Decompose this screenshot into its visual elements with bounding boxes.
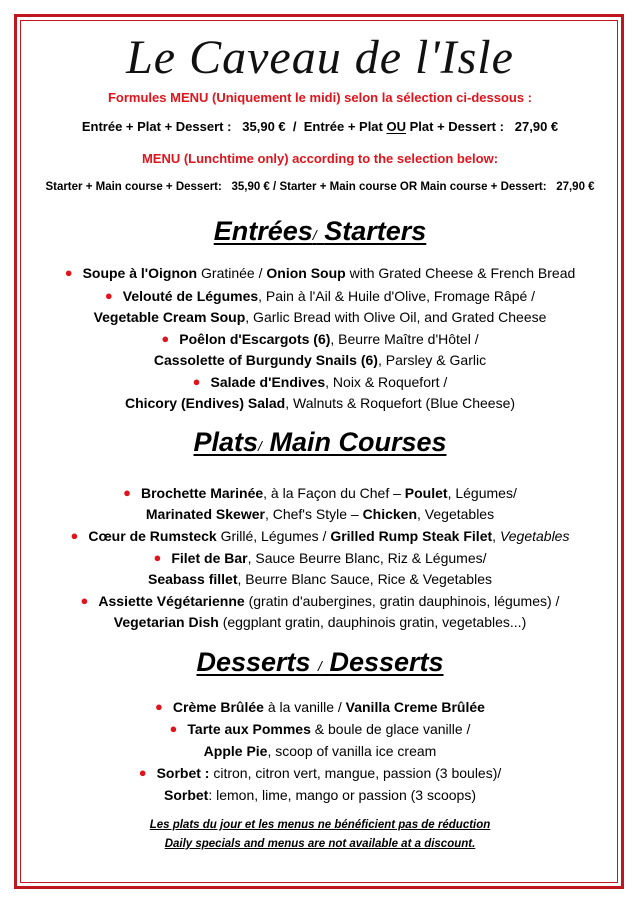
dish-desc-en: , Chef's Style –: [264, 506, 363, 522]
dish-name-en: Vegetable Cream Soup: [93, 309, 246, 325]
formula-line-fr: [0, 119, 640, 134]
section-heading-desserts: [0, 647, 640, 678]
dish-desc: citron, citron vert, mangue, passion (3 boules)/: [209, 765, 502, 781]
starters-heading-slash: /: [312, 227, 317, 243]
dessert-item-2: [0, 721, 640, 737]
formula-fr-a-price: 35,90 €: [242, 119, 286, 134]
formula-en-sep: /: [273, 181, 277, 193]
dish-desc-en: , Vegetables: [417, 506, 495, 522]
bullet-icon: ●: [123, 485, 131, 500]
dish-desc-en: , scoop of vanilla ice cream: [267, 743, 437, 759]
dish-name-en: Onion Soup: [266, 265, 346, 281]
formula-en-b: Starter + Main course OR Main course + Dessert:: [279, 181, 547, 193]
dish-desc-en: : lemon, lime, mango or passion (3 scoops): [208, 787, 477, 803]
formula-en-b-price: 27,90 €: [556, 181, 595, 193]
dish-desc-en: , Beurre Blanc Sauce, Rice & Vegetables: [237, 571, 492, 587]
dish-desc: Gratinée /: [197, 265, 267, 281]
starter-item-2-en: [0, 309, 640, 325]
formula-en-a: Starter + Main course + Dessert:: [45, 181, 222, 193]
main-item-2: [0, 528, 640, 544]
formula-fr-sep: /: [292, 119, 297, 134]
dish-name-en: Seabass fillet: [148, 571, 238, 587]
dish-name-en: Cassolette of Burgundy Snails (6): [153, 352, 378, 368]
bullet-icon: ●: [153, 550, 162, 565]
dish-name: Crème Brûlée: [172, 699, 264, 715]
dish-desc: , à la Façon du Chef –: [263, 485, 405, 501]
main-item-3: [0, 550, 640, 566]
dish-desc: , Légumes/: [447, 485, 517, 501]
footer-note-fr: Les plats du jour et les menus ne bénéficient pas de réduction: [149, 819, 491, 831]
mains-heading-fr: Plats: [193, 427, 259, 457]
main-item-1: [0, 485, 640, 501]
dish-name: Poulet: [404, 485, 448, 501]
starter-item-1: [0, 265, 640, 281]
formula-fr-b1: Entrée + Plat: [303, 119, 383, 134]
dish-name: Sorbet :: [156, 765, 210, 781]
restaurant-title: Le Caveau de l'Isle: [126, 31, 514, 84]
bullet-icon: ●: [155, 699, 163, 714]
dish-desc-en: with Grated Cheese & French Bread: [345, 265, 576, 281]
dish-desc: Grillé, Légumes /: [216, 528, 331, 544]
dish-desc: , Beurre Maître d'Hôtel /: [330, 331, 479, 347]
formula-fr-b-price: 27,90 €: [514, 119, 559, 134]
starter-item-2: [0, 288, 640, 304]
dessert-item-2-en: [0, 743, 640, 759]
dish-desc-en: Vegetables: [499, 528, 570, 544]
formula-heading-fr: Formules MENU (Uniquement le midi) selon la sélection ci-dessous :: [107, 90, 533, 105]
main-item-4-en: [0, 614, 640, 630]
starter-item-3: [0, 331, 640, 347]
dessert-item-3: [0, 765, 640, 781]
main-item-4: [0, 593, 640, 609]
dish-desc: & boule de glace vanille /: [310, 721, 471, 737]
dish-name-en: Sorbet: [163, 787, 209, 803]
formula-fr-b2: Plat + Dessert :: [409, 119, 504, 134]
desserts-heading-slash: /: [318, 658, 322, 674]
dish-name: Poêlon d'Escargots (6): [179, 331, 331, 347]
dish-desc-en: ,: [492, 528, 500, 544]
section-heading-starters: [0, 216, 640, 247]
mains-heading-slash: /: [258, 438, 262, 454]
formula-heading-en: MENU (Lunchtime only) according to the selection below:: [141, 151, 499, 166]
dish-name: Velouté de Légumes: [122, 288, 259, 304]
starters-heading-en: Starters: [324, 216, 427, 246]
starter-item-3-en: [0, 352, 640, 368]
starters-heading-fr: Entrées: [213, 216, 313, 246]
footer-note-en: Daily specials and menus are not available at a discount.: [164, 838, 476, 850]
mains-heading-en: Main Courses: [269, 427, 447, 457]
dish-desc-en: , Parsley & Garlic: [377, 352, 487, 368]
desserts-heading-fr: Desserts: [196, 647, 311, 677]
main-item-3-en: [0, 571, 640, 587]
dish-desc: , Sauce Beurre Blanc, Riz & Légumes/: [247, 550, 487, 566]
dish-name: Tarte aux Pommes: [187, 721, 311, 737]
bullet-icon: ●: [64, 265, 73, 280]
section-heading-mains: [0, 427, 640, 458]
formula-fr-or: OU: [386, 119, 406, 134]
dish-name: Soupe à l'Oignon: [82, 265, 198, 281]
dish-name-en: Vanilla Creme Brûlée: [345, 699, 485, 715]
bullet-icon: ●: [161, 331, 170, 346]
bullet-icon: ●: [138, 765, 147, 780]
bullet-icon: ●: [169, 721, 178, 736]
dish-name-en: Grilled Rump Steak Filet: [330, 528, 493, 544]
dish-name: Filet de Bar: [171, 550, 248, 566]
dish-name-en: Marinated Skewer: [145, 506, 265, 522]
dish-desc: , Pain à l'Ail & Huile d'Olive, Fromage Râpé /: [258, 288, 536, 304]
dish-name: Cœur de Rumsteck: [88, 528, 217, 544]
desserts-heading-en: Desserts: [329, 647, 444, 677]
dish-desc: , Noix & Roquefort /: [325, 374, 448, 390]
dish-name-en: Vegetarian Dish: [113, 614, 219, 630]
dish-name-en: Chicory (Endives) Salad: [124, 395, 286, 411]
dessert-item-1: [0, 699, 640, 715]
bullet-icon: ●: [104, 288, 113, 303]
bullet-icon: ●: [80, 593, 89, 608]
dish-desc-en: , Walnuts & Roquefort (Blue Cheese): [285, 395, 516, 411]
dish-name-en: Chicken: [362, 506, 418, 522]
dish-desc: à la vanille /: [263, 699, 346, 715]
dish-name: Salade d'Endives: [210, 374, 326, 390]
starter-item-4: [0, 374, 640, 390]
formula-en-a-price: 35,90 €: [231, 181, 270, 193]
dish-name: Brochette Marinée: [141, 485, 264, 501]
dessert-item-3-en: [0, 787, 640, 803]
dish-desc-en: , Garlic Bread with Olive Oil, and Grated Cheese: [245, 309, 547, 325]
starter-item-4-en: [0, 395, 640, 411]
dish-name: Assiette Végétarienne: [98, 593, 245, 609]
formula-line-en: [0, 181, 640, 193]
dish-name-en: Apple Pie: [203, 743, 268, 759]
dish-desc-en: (eggplant gratin, dauphinois gratin, vegetables...): [218, 614, 527, 630]
bullet-icon: ●: [192, 374, 201, 389]
bullet-icon: ●: [70, 528, 79, 543]
main-item-1-en: [0, 506, 640, 522]
dish-desc: (gratin d'aubergines, gratin dauphinois, légumes) /: [244, 593, 560, 609]
formula-fr-a: Entrée + Plat + Dessert :: [81, 119, 232, 134]
